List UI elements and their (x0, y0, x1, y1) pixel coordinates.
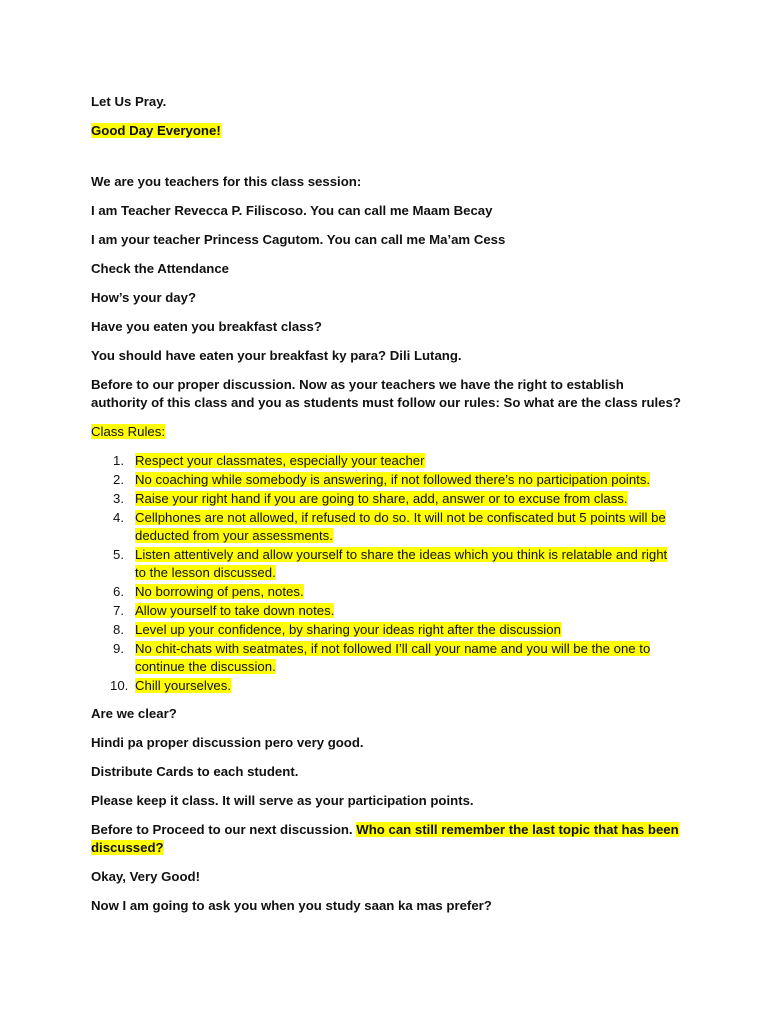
list-item (91, 471, 681, 489)
rule-text: Listen attentively and allow yourself to share the ideas which you think is relatable and right to the lesson discussed. (135, 547, 668, 580)
list-number: 9. (113, 641, 124, 656)
list-number: 10. (110, 678, 129, 693)
list-number: 6. (113, 584, 124, 599)
paragraph-teacher-cess: I am your teacher Princess Cagutom. You can call me Ma’am Cess (91, 232, 506, 247)
rule-text: Respect your classmates, especially your teacher (135, 453, 425, 468)
rule-text: No coaching while somebody is answering, if not followed there’s no participation points. (135, 472, 651, 487)
list-item (91, 602, 681, 620)
list-item (91, 546, 681, 582)
rule-text: Chill yourselves. (135, 678, 232, 693)
paragraph-greeting (91, 122, 681, 140)
rule-text: Level up your confidence, by sharing your ideas right after the discussion (135, 622, 561, 637)
list-item (91, 509, 681, 545)
list-number: 4. (113, 510, 124, 525)
paragraph-attendance: Check the Attendance (91, 261, 230, 276)
blank-line (91, 151, 681, 173)
paragraph-breakfast-question: Have you eaten you breakfast class? (91, 319, 322, 334)
rules-heading (91, 423, 681, 441)
highlighted-greeting: Good Day Everyone! (91, 123, 221, 138)
class-rules-list (91, 452, 681, 695)
paragraph-are-we-clear: Are we clear? (91, 706, 177, 721)
rule-text: Allow yourself to take down notes. (135, 603, 335, 618)
list-number: 5. (113, 547, 124, 562)
list-number: 3. (113, 491, 124, 506)
rule-text: No chit-chats with seatmates, if not followed I’ll call your name and you will be the one to continue the discussion. (135, 641, 651, 674)
paragraph-rules-intro: Before to our proper discussion. Now as your teachers we have the right to establish authority of this class and you as students must follow our rules: So what are the class rules? (91, 377, 681, 410)
list-item (91, 640, 681, 676)
rule-text: Cellphones are not allowed, if refused to do so. It will not be confiscated but 5 points will be deducted from your assessments. (135, 510, 666, 543)
list-number: 1. (113, 453, 124, 468)
paragraph-teacher-becay: I am Teacher Revecca P. Filiscoso. You can call me Maam Becay (91, 203, 493, 218)
list-item (91, 583, 681, 601)
paragraph-okay-very-good: Okay, Very Good! (91, 869, 200, 884)
paragraph-breakfast-note: You should have eaten your breakfast ky para? Dili Lutang. (91, 348, 462, 363)
paragraph-keep-cards: Please keep it class. It will serve as your participation points. (91, 793, 474, 808)
list-item (91, 490, 681, 508)
list-number: 8. (113, 622, 124, 637)
paragraph-let-us-pray: Let Us Pray. (91, 94, 167, 109)
next-discussion-text: Before to Proceed to our next discussion. (91, 822, 357, 837)
paragraph-hows-your-day: How’s your day? (91, 290, 197, 305)
highlighted-question: Who can still remember the last topic that has been discussed? (91, 822, 679, 855)
paragraph-teachers-intro: We are you teachers for this class session: (91, 174, 362, 189)
paragraph-distribute-cards: Distribute Cards to each student. (91, 764, 299, 779)
list-number: 7. (113, 603, 124, 618)
list-item (91, 452, 681, 470)
document-body (91, 93, 681, 926)
rule-text: No borrowing of pens, notes. (135, 584, 304, 599)
list-number: 2. (113, 472, 124, 487)
list-item (91, 677, 681, 695)
paragraph-very-good: Hindi pa proper discussion pero very good. (91, 735, 364, 750)
highlighted-rules-heading: Class Rules: (91, 424, 166, 439)
list-item (91, 621, 681, 639)
paragraph-next-discussion (91, 821, 681, 857)
paragraph-study-preference: Now I am going to ask you when you study saan ka mas prefer? (91, 898, 492, 913)
rule-text: Raise your right hand if you are going to share, add, answer or to excuse from class. (135, 491, 628, 506)
